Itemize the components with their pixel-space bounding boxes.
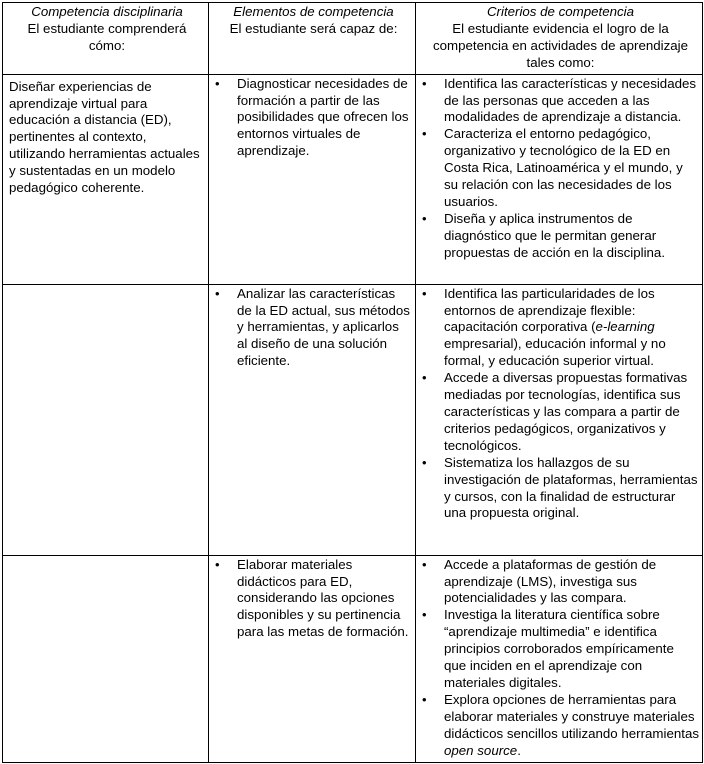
elemento-text: Diagnosticar necesidades de formación a partir de las posibilidades que ofrecen los entornos virtuales de aprendizaje. xyxy=(237,75,409,159)
elemento-text: Elaborar materiales didácticos para ED, considerando las opciones disponibles y su pertinencia para las metas de formación. xyxy=(237,556,409,640)
header-competencia-subtitle: El estudiante comprenderá cómo: xyxy=(27,20,187,53)
header-elementos-title: Elementos de competencia xyxy=(233,4,394,19)
criterio-text-pre: Identifica las particularidades de los entornos de aprendizaje flexible: capacitación corporativa ( xyxy=(444,285,655,335)
elemento-text: Analizar las características de la ED actual, sus métodos y herramientas, y aplicarlos al diseño de una solución eficiente. xyxy=(237,285,410,369)
criterio-text-emphasis: e-learning xyxy=(595,319,655,335)
elemento-cell xyxy=(209,555,416,762)
criterio-text: Caracteriza el entorno pedagógico, organizativo y tecnológico de la ED en Costa Rica, Latinoamérica y el mundo, y su relación con las necesidades de los usuarios. xyxy=(444,126,683,209)
list-item xyxy=(422,76,699,127)
list-item xyxy=(422,557,699,608)
table-row xyxy=(3,284,703,555)
competencia-cell xyxy=(3,284,209,555)
list-item xyxy=(422,126,699,211)
list-item xyxy=(215,76,412,161)
header-criterios-title: Criterios de competencia xyxy=(486,4,635,19)
list-item xyxy=(215,286,412,371)
bullet-icon: • xyxy=(422,370,427,386)
list-item xyxy=(422,455,699,523)
bullet-icon: • xyxy=(422,210,427,226)
list-item xyxy=(422,607,699,692)
bullet-icon: • xyxy=(422,285,427,301)
list-item xyxy=(215,557,412,642)
list-item xyxy=(422,211,699,262)
header-competencia-title: Competencia disciplinaria xyxy=(31,4,183,19)
criterios-cell xyxy=(416,74,703,284)
elemento-cell xyxy=(209,74,416,284)
competency-table xyxy=(2,2,703,763)
header-elementos-subtitle: El estudiante será capaz de: xyxy=(229,20,398,36)
competencia-cell xyxy=(3,74,209,284)
criterio-text: Accede a plataformas de gestión de aprendizaje (LMS), investiga sus potencialidades y las compara. xyxy=(444,556,657,606)
bullet-icon: • xyxy=(422,75,427,91)
criterio-text: Accede a diversas propuestas formativas mediadas por tecnologías, identifica sus características y las compara a partir de criterios pedagógicos, organizativos y tecnológicos. xyxy=(444,370,688,453)
bullet-icon: • xyxy=(215,556,220,572)
elemento-cell xyxy=(209,284,416,555)
criterio-text-post: . xyxy=(517,742,521,758)
bullet-icon: • xyxy=(422,126,427,142)
criterio-text: Identifica las características y necesidades de las personas que acceden a las modalidades de aprendizaje a distancia. xyxy=(444,75,697,125)
table-row xyxy=(3,555,703,762)
criterios-cell xyxy=(416,284,703,555)
table-row xyxy=(3,74,703,284)
bullet-icon: • xyxy=(422,691,427,707)
criterio-text: Investiga la literatura científica sobre “aprendizaje multimedia” e identifica principios corroborados empíricamente que inciden en el aprendizaje con materiales digitales. xyxy=(444,607,674,690)
header-competencia xyxy=(3,3,209,75)
bullet-icon: • xyxy=(215,285,220,301)
bullet-icon: • xyxy=(422,607,427,623)
list-item xyxy=(422,286,699,371)
criterio-text-post: empresarial), educación informal y no formal, y educación superior virtual. xyxy=(444,336,666,369)
list-item xyxy=(422,370,699,455)
list-item xyxy=(422,692,699,760)
header-row xyxy=(3,3,703,75)
header-criterios xyxy=(416,3,703,75)
criterio-text-pre: Explora opciones de herramientas para elaborar materiales y construye materiales didácticos sencillos utilizando herramientas xyxy=(444,691,699,741)
criterio-text: Sistematiza los hallazgos de su investigación de plataformas, herramientas y cursos, con la finalidad de estructurar una propuesta original. xyxy=(444,454,698,521)
competencia-text xyxy=(9,557,205,560)
competencia-text xyxy=(9,286,205,289)
competencia-text: Diseñar experiencias de aprendizaje virtual para educación a distancia (ED), pertinentes al contexto, utilizando herramientas actuales y sustentadas en un modelo pedagógico coherente. xyxy=(9,78,200,196)
bullet-icon: • xyxy=(422,454,427,470)
header-elementos xyxy=(209,3,416,75)
bullet-icon: • xyxy=(422,556,427,572)
criterios-cell xyxy=(416,555,703,762)
header-criterios-subtitle: El estudiante evidencia el logro de la competencia en actividades de aprendizaje tales como: xyxy=(432,20,689,70)
criterio-text-emphasis: open source xyxy=(444,742,518,758)
bullet-icon: • xyxy=(215,75,220,91)
competencia-cell xyxy=(3,555,209,762)
criterio-text: Diseña y aplica instrumentos de diagnóstico que le permitan generar propuestas de acción en la disciplina. xyxy=(444,210,666,260)
